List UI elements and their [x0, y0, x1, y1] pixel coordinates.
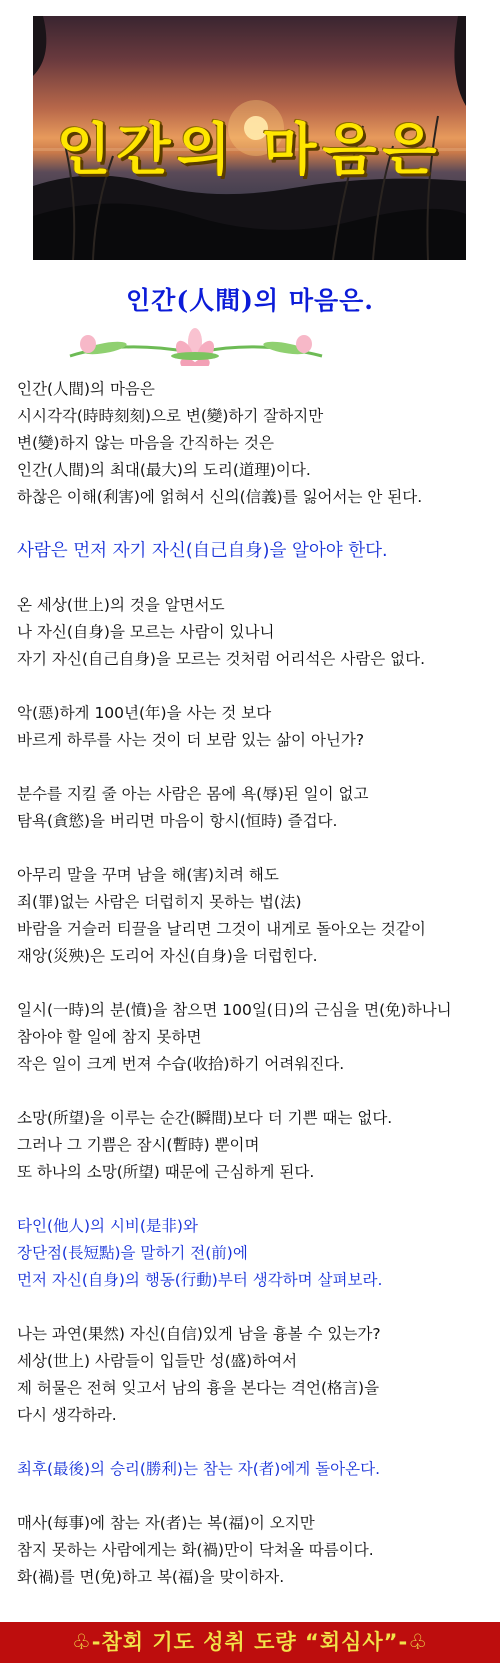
- text-line: 인간(人間)의 마음은: [17, 380, 155, 398]
- text-line: 인간(人間)의 최대(最大)의 도리(道理)이다.: [17, 461, 311, 479]
- text-line: 제 허물은 전혀 잊고서 남의 흉을 본다는 격언(格言)을: [17, 1379, 380, 1397]
- text-line: 세상(世上) 사람들이 입들만 성(盛)하여서: [17, 1352, 298, 1370]
- text-line: 작은 일이 크게 번져 수습(收拾)하기 어려워진다.: [17, 1055, 345, 1073]
- paragraph-5: [17, 862, 497, 970]
- text-line: 탐욕(貪慾)을 버리면 마음이 항시(恒時) 즐겁다.: [17, 812, 338, 830]
- highlight-final-victory: 최후(最後)의 승리(勝利)는 참는 자(者)에게 돌아온다.: [17, 1460, 381, 1478]
- text-line: 자기 자신(自己自身)을 모르는 것처럼 어리석은 사람은 없다.: [17, 650, 426, 668]
- temple-footer-banner: ♧-참회 기도 성취 도량 “회심사”-♧: [0, 1622, 500, 1663]
- paragraph-7: [17, 1105, 497, 1186]
- text-line: 나 자신(自身)을 모르는 사람이 있나니: [17, 623, 275, 641]
- text-line: 하찮은 이해(利害)에 얽혀서 신의(信義)를 잃어서는 안 된다.: [17, 488, 423, 506]
- text-line: 변(變)하지 않는 마음을 간직하는 것은: [17, 434, 274, 452]
- text-line: 그러나 그 기쁨은 잠시(暫時) 뿐이며: [17, 1136, 260, 1154]
- text-line: 참지 못하는 사람에게는 화(禍)만이 닥쳐올 따름이다.: [17, 1541, 374, 1559]
- paragraph-10: [17, 1510, 497, 1591]
- article-body: [17, 376, 497, 1591]
- paragraph-3: [17, 700, 497, 754]
- lotus-flower-divider: [60, 326, 330, 366]
- text-line: 먼저 자신(自身)의 행동(行動)부터 생각하며 살펴보라.: [17, 1271, 383, 1289]
- banner-title: 인간의 마음은: [56, 118, 443, 183]
- text-line: 또 하나의 소망(所望) 때문에 근심하게 된다.: [17, 1163, 315, 1181]
- text-line: 매사(每事)에 참는 자(者)는 복(福)이 오지만: [17, 1514, 315, 1532]
- text-line: 장단점(長短點)을 말하기 전(前)에: [17, 1244, 248, 1262]
- text-line: 참아야 할 일에 참지 못하면: [17, 1028, 202, 1046]
- text-line: 바람을 거슬러 티끌을 날리면 그것이 내게로 돌아오는 것같이: [17, 920, 426, 938]
- paragraph-9: [17, 1321, 497, 1429]
- paragraph-4: [17, 781, 497, 835]
- text-line: 아무리 말을 꾸며 남을 해(害)치려 해도: [17, 866, 279, 884]
- text-line: 죄(罪)없는 사람은 더럽히지 못하는 법(法): [17, 893, 302, 911]
- text-line: 일시(一時)의 분(憤)을 참으면 100일(日)의 근심을 면(免)하나니: [17, 1001, 452, 1019]
- text-line: 나는 과연(果然) 자신(自信)있게 남을 흉볼 수 있는가?: [17, 1325, 381, 1343]
- text-line: 화(禍)를 면(免)하고 복(福)을 맞이하자.: [17, 1568, 285, 1586]
- text-line: 분수를 지킬 줄 아는 사람은 몸에 욕(辱)된 일이 없고: [17, 785, 369, 803]
- text-line: 시시각각(時時刻刻)으로 변(變)하기 잘하지만: [17, 407, 324, 425]
- text-line: 소망(所望)을 이루는 순간(瞬間)보다 더 기쁜 때는 없다.: [17, 1109, 393, 1127]
- text-line: 온 세상(世上)의 것을 알면서도: [17, 596, 225, 614]
- text-line: 다시 생각하라.: [17, 1406, 117, 1424]
- paragraph-1: [17, 376, 497, 511]
- paragraph-6: [17, 997, 497, 1078]
- text-line: 바르게 하루를 사는 것이 더 보람 있는 삶이 아닌가?: [17, 731, 365, 749]
- paragraph-2: [17, 592, 497, 673]
- text-line: 타인(他人)의 시비(是非)와: [17, 1217, 198, 1235]
- highlight-know-yourself: 사람은 먼저 자기 자신(自己自身)을 알아야 한다.: [17, 541, 388, 561]
- sunset-banner-image: [33, 16, 466, 260]
- text-line: 재앙(災殃)은 도리어 자신(自身)을 더럽힌다.: [17, 947, 318, 965]
- text-line: 악(惡)하게 100년(年)을 사는 것 보다: [17, 704, 272, 722]
- page-title: 인간(人間)의 마음은.: [126, 286, 374, 315]
- paragraph-8-highlight: [17, 1213, 497, 1294]
